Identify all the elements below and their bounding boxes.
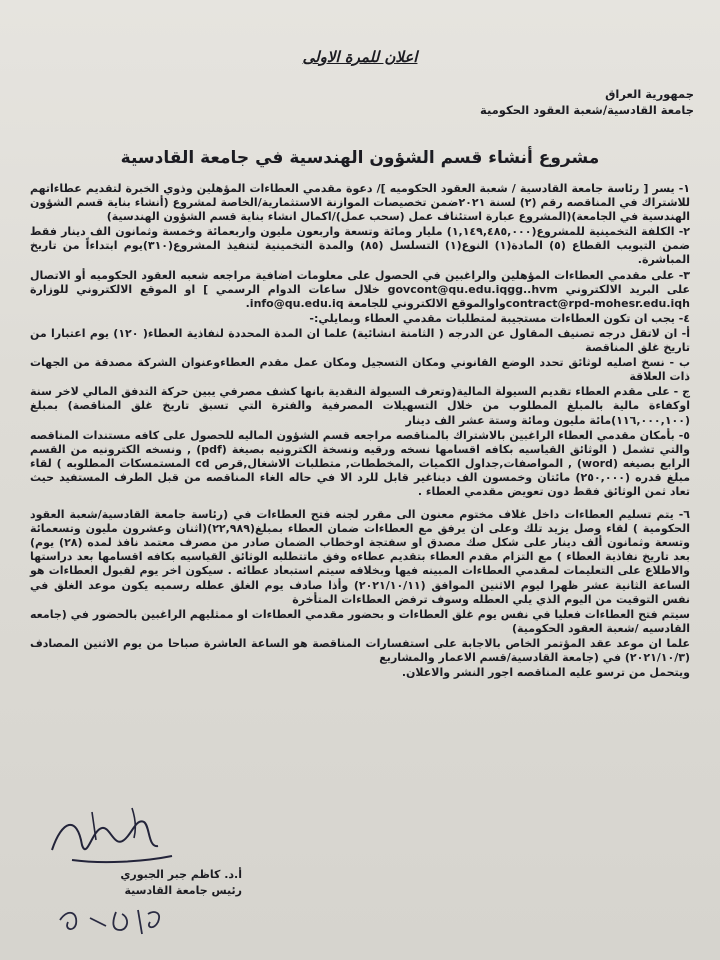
paragraph-fees: ويتحمل من ترسو عليه المناقصه اجور النشر والاعلان. [401,666,690,680]
paragraph-3: ٣- على مقدمي العطاءات المؤهلين والراغبين في الحصول على معلومات اضافية مراجعه شعبه العقود الحكوميه أو الاتصال على البريد الالكتروني govcont@qu.edu.iqgg..hvm خلال ساعات الدوام الرسمي ] او الموقع الالكتروني للوزارة contract@rpd-mohesr.edu.iqhواوالموقع الالكتروني للجامعة info@qu.edu.iq. [30,268,690,310]
header-department: جامعة القادسية/شعبة العقود الحكومية [480,103,694,117]
paragraph-6: ٦- يتم تسليم العطاءات داخل غلاف مختوم معنون الى مقرر لجنه فتح العطاءات في (رئاسة جامعة القادسية/شعبة العقود الحكومية ) لقاء وصل يزيد تلك وعلى ان يرفق مع العطاءات ضمان العطاء بمبلغ(٢٢,٩٨٩)(اثنان وعشرون مليون وتسعمائة وتسعة وثمانون ألف دينار على شكل صك مصدق او سفتجة اوخطاب الضمان صادر من مصرف معتمد نافذ لمده (٢٨) يوم) بعد تاريخ نفاذية العطاء ) مع التزام مقدم العطاء بتقديم عطاءه وفق ماتتطلبه الوثائق القياسيه بكافه اقسامها بعد دراستها والاطلاع على التعليمات لمقدمي العطاءات المبينه فيها وبخلافه سيتم استبعاد عطائه . سيكون اخر يوم لقبول العطاءات هو الساعة الثانية عشر ظهرا ليوم الاثنين الموافق (٢٠٢١/١٠/١١) وأذا صادف يوم الغلق عطله رسميه يكون موعد الغلق في نفس التوقيت من اليوم الذي يلي العطله وسوف ترفض العطاءات المتأخرة [30,508,690,606]
document-title: مشروع أنشاء قسم الشؤون الهندسية في جامعة القادسية [120,148,600,168]
announcement-heading: اعلان للمرة الاولى [302,48,418,66]
paragraph-opening: سيتم فتح العطاءات فعليا في نفس يوم غلق العطاءات و بحضور مقدمي العطاءات او ممثليهم الراغبين بالحضور في (جامعه القادسيه /شعبة العقود الحكومية) [30,607,690,635]
paragraph-4b: ب - نسخ اصليه لوثائق تحدد الوضع القانوني ومكان التسجيل ومكان عمل مقدم العطاءوعنوان الشركة مصدقة من الجهات ذات العلاقة [30,356,690,384]
header-country: جمهورية العراق [605,87,694,101]
document-body [30,182,690,681]
paragraph-1: ١- يسر [ رئاسة جامعة القادسية / شعبة العقود الحكوميه ]/ دعوة مقدمي العطاءات المؤهلين وذوي الخبرة لتقديم عطاءاتهم للاشتراك في المناقصه رقم (٢) لسنة ٢٠٢١ضمن تخصيصات الموازنة الاستثمارية/الخاصة لمشروع (أنشاء بناية قسم الشؤون الهندسية في الجامعة)(المشروع عبارة استئناف عمل (سحب عمل)/اكمال انشاء بناية قسم الشؤون الهندسية) [30,182,691,224]
handwritten-signature [32,800,192,870]
handwritten-date-note [50,900,170,940]
paragraph-5: ٥- بأمكان مقدمي العطاء الراغبين بالاشتراك بالمناقصه مراجعه قسم الشؤون الماليه للحصول على كافه مستندات المناقصه والتي تشمل ( الوثائق القياسيه بكافه اقسامها نسخه ورقيه ونسخة الكترونيه بصيغة (pdf) , ونسخه الكترونيه من القسم الرابع بصيغه (word) , المواصفات,جداول الكميات ,المخططات, متطلبات الاشغال,قرص cd المستمسكات المطلوبه ) لقاء مبلغ قدره (٢٥٠,٠٠٠) مائتان وخمسون الف ديناغير قابل للرد الا في حاله الغاء المناقصه من قبل الطرف المستفيد حيث تعاد ثمن الوثائق فقط دون تعويض مقدمي العطاء . [30,428,691,498]
paragraph-2: ٢- الكلفة التخمينية للمشروع(١,١٤٩,٤٨٥,٠٠٠) مليار ومائة وتسعة واربعون مليون واربعمائة وخمسة وثمانون الف دينار فقط ضمن التبويب القطاع (٥) المادة(١) النوع(١) التسلسل (٨٥) والمدة التخمينية لتنفيذ المشروع(٣١٠)يوم ابتداءاً من تاريخ المباشرة. [30,225,690,267]
paragraph-4: ٤- يجب ان تكون العطاءات مستجيبة لمتطلبات مقدمي العطاء وبمايلي:- [309,311,690,325]
paragraph-4c: ج - على مقدم العطاء تقديم السيولة المالية(وتعرف السيولة النقدية بانها كشف مصرفي يبين حركة التدفق المالي لاخر سنة اوكفاءة مالية بالمبلغ المطلوب من خلال التسهيلات المصرفية والفترة التي تسبق تاريخ غلق المناقصة) بمبلغ (١١٦,٠٠٠,١٠٠)مائة مليون ومائة وستة عشر الف دينار [30,385,690,427]
signatory-position: رئيس جامعة القادسية [124,884,242,897]
document-header [194,86,694,118]
signatory-name: أ.د. كاظم جبر الجبوري [120,868,242,881]
paragraph-4a: أ- ان لاتقل درجه تصنيف المقاول عن الدرجه ( الثامنة انشائية) علما ان المدة المحددة لنفاذية العطاء( ١٢٠) يوم اعتبارا من تاريخ غلق المناقصة [30,326,690,355]
paragraph-conference: علما ان موعد عقد المؤتمر الخاص بالاجابة على استفسارات المناقصة هو الساعة العاشرة صباحا من يوم الاثنين المصادف (٢٠٢١/١٠/٣) في (جامعة القادسية/قسم الاعمار والمشاريع [30,636,690,664]
